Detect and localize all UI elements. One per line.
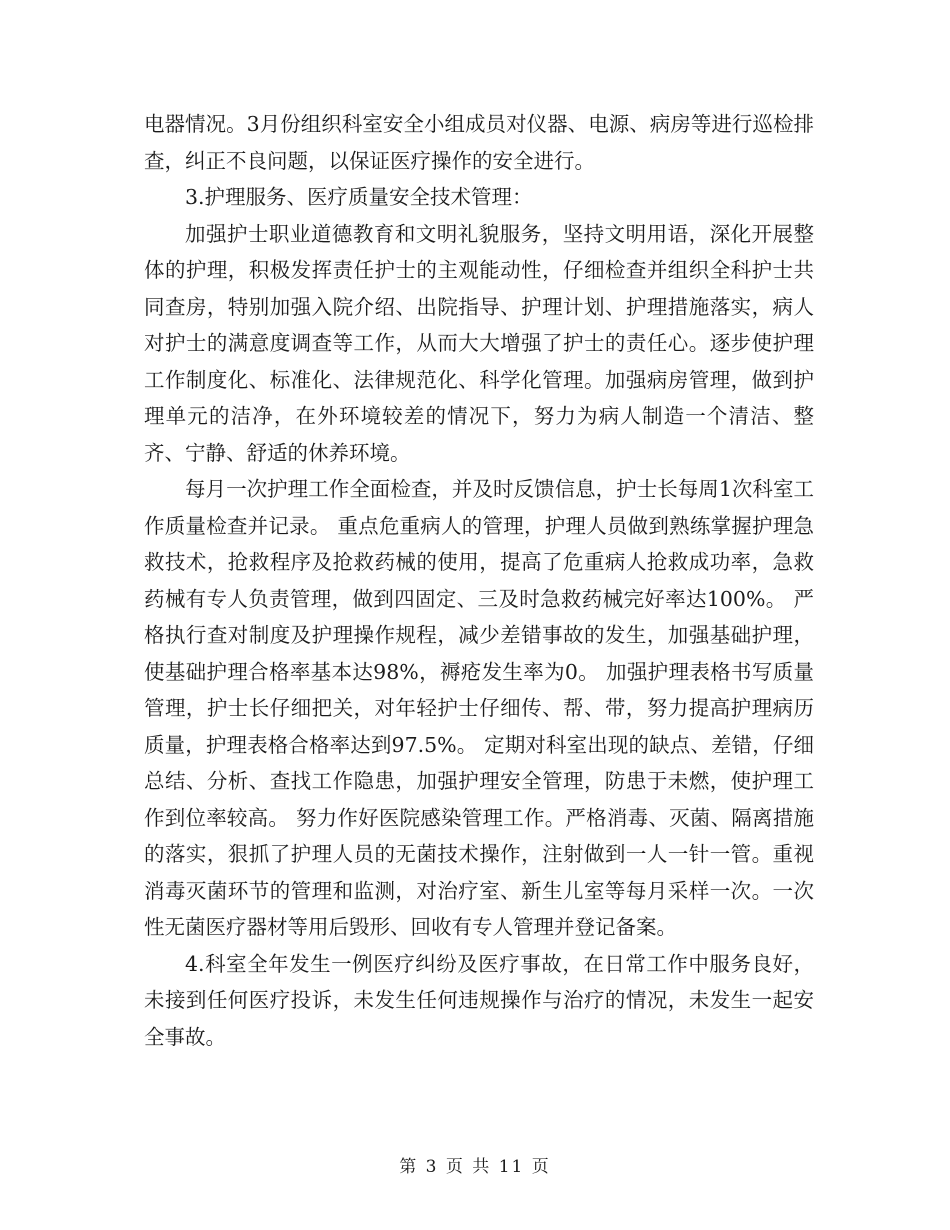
paragraph-medical-disputes: 4.科室全年发生一例医疗纠纷及医疗事故，在日常工作中服务良好，未接到任何医疗投诉，未发生任何违规操作与治疗的情况，未发生一起安全事故。 <box>144 951 814 1049</box>
paragraph-monthly-inspection: 每月一次护理工作全面检查，并及时反馈信息，护士长每周1次科室工作质量检查并记录。 重点危重病人的管理，护理人员做到熟练掌握护理急救技术，抢救程序及抢救药械的使用，提高了危重病人抢救成功率，急救药械有专人负责管理，做到四固定、三及时急救药械完好率达100%。 严格执行查对制度及护理操作规程，减少差错事故的发生，加强基础护理，使基础护理合格率基本达98%，褥疮发生率为0。 加强护理表格书写质量管理，护士长仔细把关，对年轻护士仔细传、帮、带，努力提高护理病历质量，护理表格合格率达到97.5%。 定期对科室出现的缺点、差错，仔细总结、分析、查找工作隐患，加强护理安全管理，防患于未燃，使护理工作到位率较高。 努力作好医院感染管理工作。严格消毒、灭菌、隔离措施的落实，狠抓了护理人员的无菌技术操作，注射做到一人一针一管。重视消毒灭菌环节的管理和监测，对治疗室、新生儿室等每月采样一次。一次性无菌医疗器材等用后毁形、回收有专人管理并登记备案。 <box>144 477 814 939</box>
paragraph-nursing-ethics: 加强护士职业道德教育和文明礼貌服务，坚持文明用语，深化开展整体的护理，积极发挥责任护士的主观能动性，仔细检查并组织全科护士共同查房，特别加强入院介绍、出院指导、护理计划、护理措施落实，病人对护士的满意度调查等工作，从而大大增强了护士的责任心。逐步使护理工作制度化、标准化、法律规范化、科学化管理。加强病房管理，做到护理单元的洁净，在外环境较差的情况下，努力为病人制造一个清洁、整齐、宁静、舒适的休养环境。 <box>144 221 814 465</box>
paragraph-continuation: 电器情况。3月份组织科室安全小组成员对仪器、电源、病房等进行巡检排查，纠正不良问题，以保证医疗操作的安全进行。 <box>144 112 814 173</box>
section-heading-nursing-quality: 3.护理服务、医疗质量安全技术管理： <box>185 185 533 209</box>
document-body <box>144 106 814 1055</box>
page-number-footer: 第 3 页 共 11 页 <box>399 1157 551 1177</box>
